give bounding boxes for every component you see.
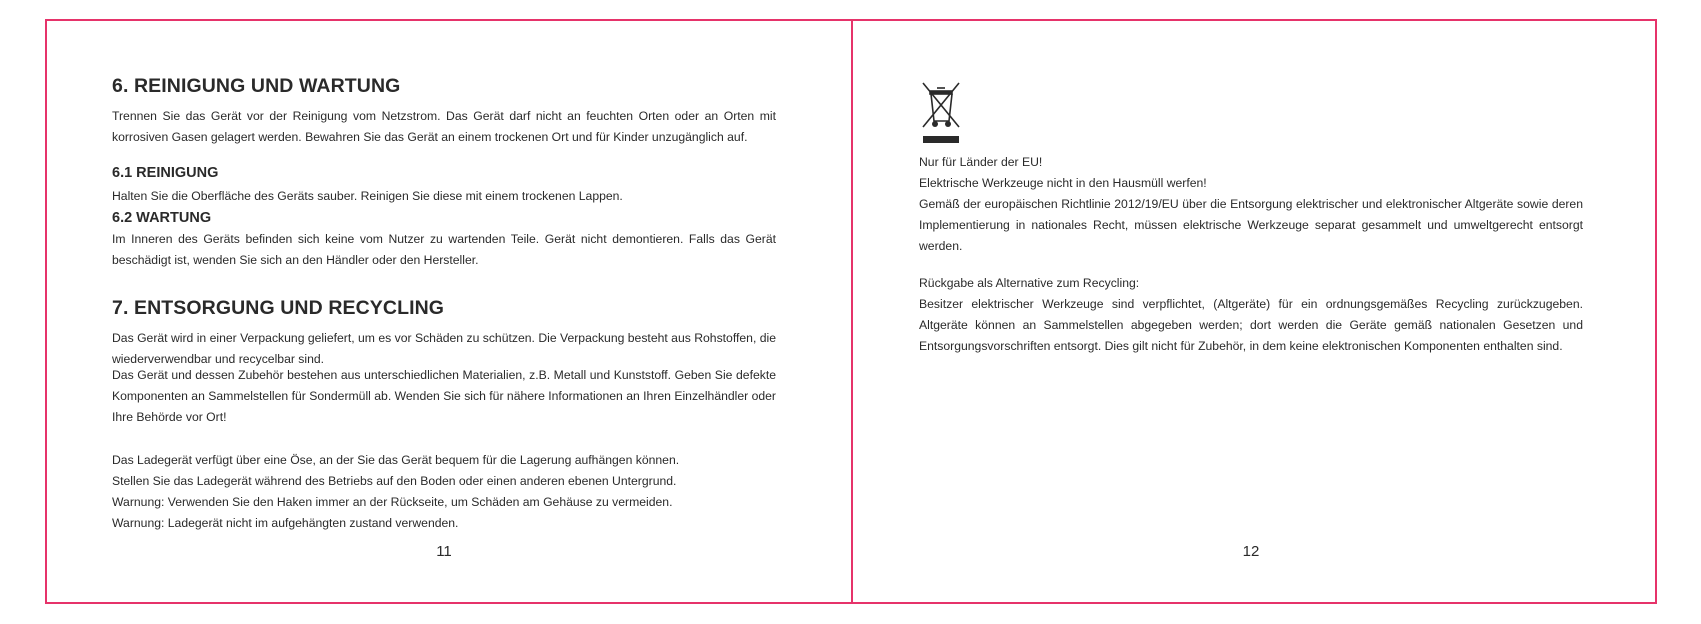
right-page [919, 19, 1583, 604]
no-household-waste-text: Elektrische Werkzeuge nicht in den Hausmüll werfen! [919, 176, 1207, 190]
return-block [919, 273, 1583, 357]
return-text: Besitzer elektrischer Werkzeuge sind verpflichtet, (Altgeräte) für ein ordnungsgemäßes Recycling zurückzugeben. Altgeräte können an Sammelstellen abgegeben werden; dort werden die Geräte gemäß nationalen Gesetzen und Entsorgungsvorschriften entsorgt. Dies gilt nicht für Zubehör, in dem keine elektronischen Komponenten enthalten sind. [919, 297, 1583, 353]
section-6-title: 6. REINIGUNG UND WARTUNG [112, 75, 401, 97]
section-7-paragraph-2: Das Gerät und dessen Zubehör bestehen aus unterschiedlichen Materialien, z.B. Metall und Kunststoff. Geben Sie defekte Komponenten an Sammelstellen für Sondermüll ab. Wenden Sie sich für nähere Informationen an Ihren Einzelhändler oder Ihre Behörde vor Ort! [112, 368, 776, 424]
hanging-use-warning-text: Warnung: Ladegerät nicht im aufgehängten zustand verwenden. [112, 516, 459, 530]
left-page [112, 19, 776, 604]
page-number-right: 12 [1242, 543, 1260, 560]
page-number-left: 11 [436, 543, 452, 560]
subsection-6-1-text: Halten Sie die Oberfläche des Geräts sauber. Reinigen Sie diese mit einem trockenen Lappen. [112, 189, 623, 203]
crossed-out-wheelie-bin-icon [919, 77, 963, 147]
section-6-intro: Trennen Sie das Gerät vor der Reinigung vom Netzstrom. Das Gerät darf nicht an feuchten Orten oder an Orten mit korrosiven Gasen gelagert werden. Bewahren Sie das Gerät an einem trockenen Ort und für Kinder unzugänglich auf. [112, 109, 776, 144]
section-7-paragraph-3 [112, 450, 776, 534]
charger-placement-text: Stellen Sie das Ladegerät während des Betriebs auf den Boden oder einen anderen ebenen Untergrund. [112, 474, 677, 488]
section-7-title: 7. ENTSORGUNG UND RECYCLING [112, 297, 445, 319]
subsection-6-2-title: 6.2 WARTUNG [112, 210, 212, 226]
charger-hanging-text: Das Ladegerät verfügt über eine Öse, an der Sie das Gerät bequem für die Lagerung aufhängen können. [112, 453, 680, 467]
eu-directive-text: Gemäß der europäischen Richtlinie 2012/19/EU über die Entsorgung elektrischer und elektronischer Altgeräte sowie deren Implementierung in nationales Recht, müssen elektrische Werkzeuge separat gesammelt und umweltgerecht entsorgt werden. [919, 197, 1583, 253]
section-7-paragraph-1: Das Gerät wird in einer Verpackung geliefert, um es vor Schäden zu schützen. Die Verpackung besteht aus Rohstoffen, die wiederverwendbar und recycelbar sind. [112, 331, 776, 366]
page-divider [851, 19, 853, 604]
eu-only-text: Nur für Länder der EU! [919, 155, 1043, 169]
hook-warning-text: Warnung: Verwenden Sie den Haken immer an der Rückseite, um Schäden am Gehäuse zu vermeiden. [112, 495, 673, 509]
subsection-6-1-title: 6.1 REINIGUNG [112, 165, 219, 181]
subsection-6-2-text: Im Inneren des Geräts befinden sich keine vom Nutzer zu wartenden Teile. Gerät nicht demontieren. Falls das Gerät beschädigt ist, wenden Sie sich an den Händler oder den Hersteller. [112, 232, 776, 267]
return-title: Rückgabe als Alternative zum Recycling: [919, 276, 1140, 290]
eu-disposal-block [919, 152, 1583, 257]
